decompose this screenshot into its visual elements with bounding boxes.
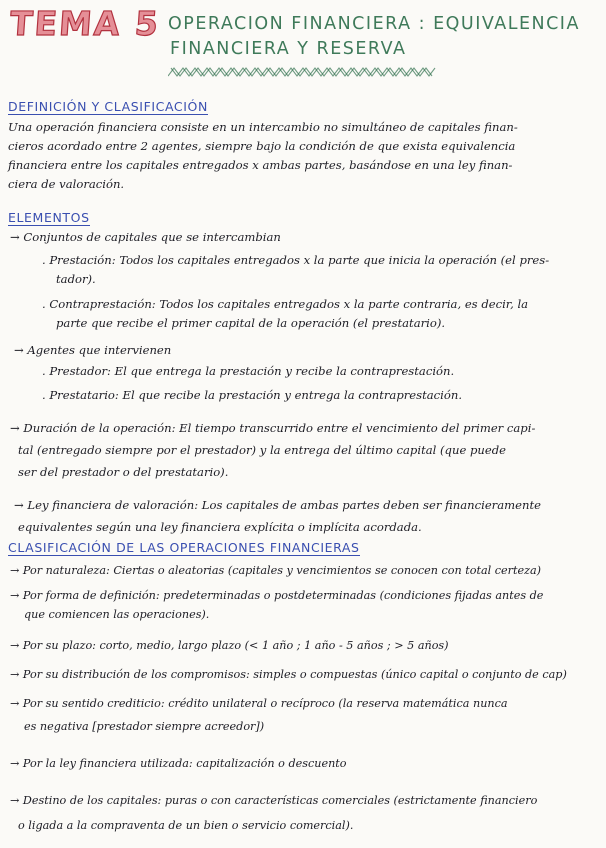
elementos-line: → Ley financiera de valoración: Los capitales de ambas partes deben ser financieramente <box>14 498 541 512</box>
clasificacion-line: o ligada a la compraventa de un bien o servicio comercial). <box>18 819 354 832</box>
elementos-line: parte que recibe el primer capital de la operación (el prestatario). <box>56 316 446 330</box>
decorative-zigzag <box>168 66 438 78</box>
elementos-line: . Prestador: El que entrega la prestación y recibe la contraprestación. <box>42 364 455 378</box>
elementos-line: . Prestatario: El que recibe la prestación y entrega la contraprestación. <box>42 388 463 402</box>
definicion-paragraph <box>8 118 603 194</box>
definicion-line: ciera de valoración. <box>8 177 125 191</box>
clasificacion-line: → Por naturaleza: Ciertas o aleatorias (capitales y vencimientos se conocen con total certeza) <box>10 564 542 577</box>
clasificacion-line: → Por la ley financiera utilizada: capitalización o descuento <box>10 757 347 770</box>
elementos-line: → Agentes que intervienen <box>14 343 172 357</box>
elementos-heading: ELEMENTOS <box>8 210 90 225</box>
elementos-line: → Duración de la operación: El tiempo transcurrido entre el vencimiento del primer capi- <box>10 421 536 435</box>
elementos-line: ser del prestador o del prestatario). <box>18 465 229 479</box>
topic-title-line-2: FINANCIERA Y RESERVA <box>170 39 407 59</box>
elementos-line: equivalentes según una ley financiera explícita o implícita acordada. <box>18 520 422 534</box>
clasificacion-line: es negativa [prestador siempre acreedor]) <box>24 720 265 733</box>
topic-title-line-1: OPERACION FINANCIERA : EQUIVALENCIA <box>168 14 580 34</box>
elementos-line: tal (entregado siempre por el prestador) y la entrega del último capital (que puede <box>18 443 507 457</box>
definicion-line: financiera entre los capitales entregados x ambas partes, basándose en una ley finan- <box>8 158 513 172</box>
clasificacion-line: → Destino de los capitales: puras o con características comerciales (estrictamente financiero <box>10 794 538 807</box>
definicion-heading: DEFINICIÓN Y CLASIFICACIÓN <box>8 99 208 114</box>
elementos-list <box>0 226 606 537</box>
definicion-line: Una operación financiera consiste en un intercambio no simultáneo de capitales finan- <box>8 120 518 134</box>
elementos-line: . Prestación: Todos los capitales entregados x la parte que inicia la operación (el pres- <box>42 253 550 267</box>
clasificacion-line: → Por su distribución de los compromisos: simples o compuestas (único capital o conjunto de cap) <box>10 668 567 681</box>
definicion-line: cieros acordado entre 2 agentes, siempre bajo la condición de que exista equivalencia <box>8 139 516 153</box>
clasificacion-line: → Por su sentido crediticio: crédito unilateral o recíproco (la reserva matemática nunca <box>10 697 508 710</box>
clasificacion-line: → Por forma de definición: predeterminadas o postdeterminadas (condiciones fijadas antes de <box>10 589 544 602</box>
elementos-line: → Conjuntos de capitales que se intercambian <box>10 230 281 244</box>
clasificacion-line: que comiencen las operaciones). <box>24 608 210 621</box>
tema-title: TEMA 5 <box>8 4 162 43</box>
topic-title <box>168 12 598 62</box>
clasificacion-list <box>0 559 606 835</box>
elementos-line: . Contraprestación: Todos los capitales entregados x la parte contraria, es decir, la <box>42 297 529 311</box>
clasificacion-heading: CLASIFICACIÓN DE LAS OPERACIONES FINANCIERAS <box>8 540 360 555</box>
clasificacion-line: → Por su plazo: corto, medio, largo plazo (< 1 año ; 1 año - 5 años ; > 5 años) <box>10 639 449 652</box>
elementos-line: tador). <box>56 272 96 286</box>
